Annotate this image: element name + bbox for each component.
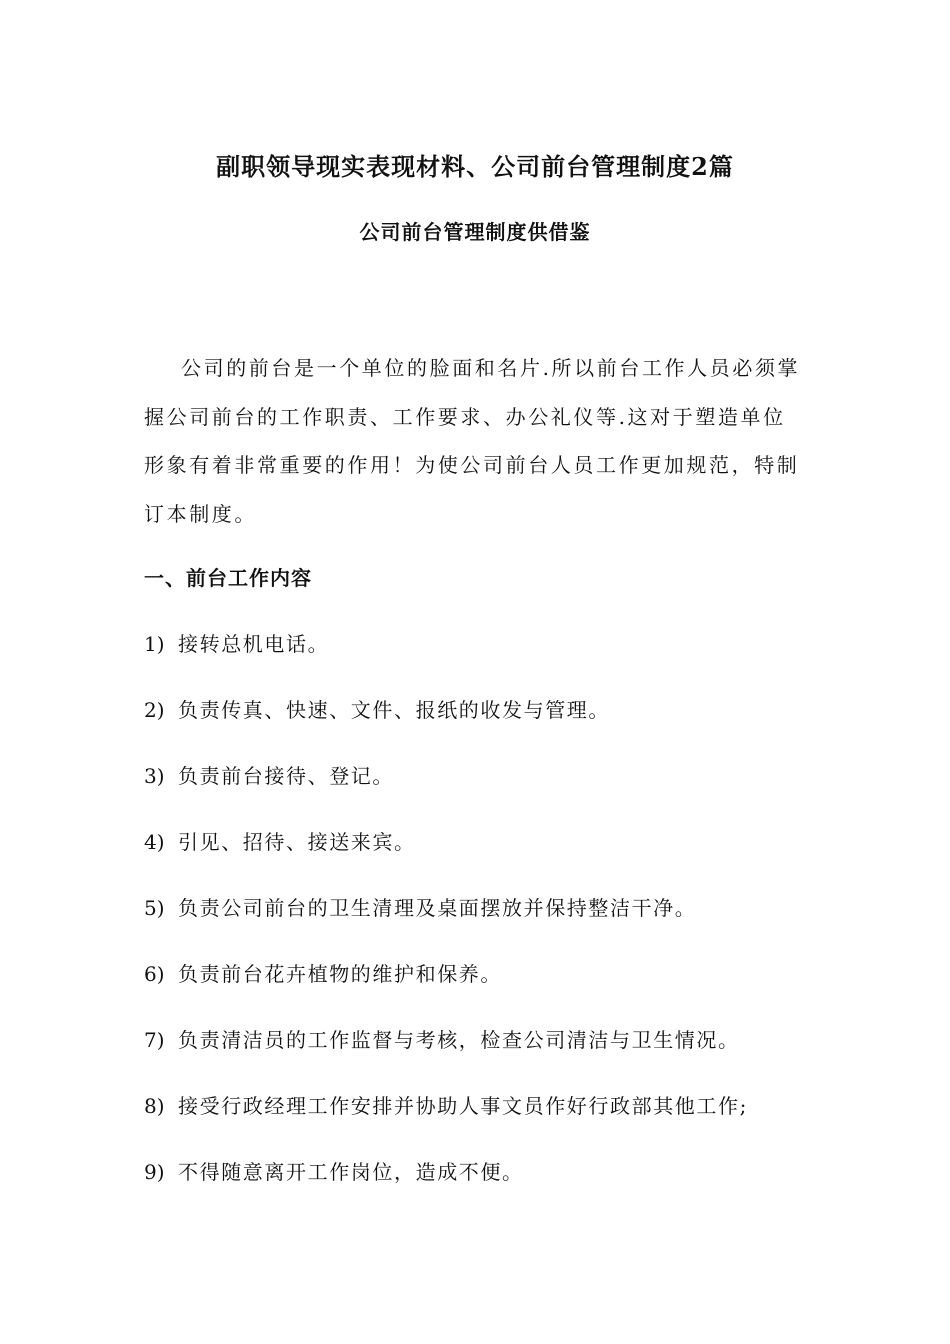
item-number: 2) (144, 698, 165, 722)
item-text: 接转总机电话。 (178, 632, 330, 656)
item-text: 负责前台接待、登记。 (178, 764, 394, 788)
item-text: 负责公司前台的卫生清理及桌面摆放并保持整洁干净。 (178, 896, 697, 920)
item-text: 不得随意离开工作岗位，造成不便。 (178, 1160, 524, 1184)
item-number: 1) (144, 632, 165, 656)
item-text: 负责前台花卉植物的维护和保养。 (178, 962, 502, 986)
item-number: 4) (144, 830, 165, 854)
item-number: 9) (144, 1160, 165, 1184)
list-item (144, 958, 824, 1024)
list-item (144, 628, 824, 694)
list-item (144, 1090, 824, 1156)
item-number: 3) (144, 764, 165, 788)
item-text: 接受行政经理工作安排并协助人事文员作好行政部其他工作; (178, 1094, 748, 1118)
item-text: 负责清洁员的工作监督与考核，检查公司清洁与卫生情况。 (178, 1028, 740, 1052)
list-item (144, 1156, 824, 1222)
duty-list (144, 628, 824, 1222)
item-number: 5) (144, 896, 165, 920)
item-number: 8) (144, 1094, 165, 1118)
intro-paragraph: 公司的前台是一个单位的脸面和名片.所以前台工作人员必须掌握公司前台的工作职责、工作要求、办公礼仪等.这对于塑造单位形象有着非常重要的作用！为使公司前台人员工作更加规范，特制订本制度。 (144, 356, 801, 526)
item-number: 6) (144, 962, 165, 986)
item-number: 7) (144, 1028, 165, 1052)
document-subtitle: 公司前台管理制度供借鉴 (359, 220, 591, 244)
list-item (144, 694, 824, 760)
list-item (144, 826, 824, 892)
item-text: 引见、招待、接送来宾。 (178, 830, 416, 854)
list-item (144, 892, 824, 958)
list-item (144, 1024, 824, 1090)
section-heading: 一、前台工作内容 (144, 566, 312, 590)
list-item (144, 760, 824, 826)
item-text: 负责传真、快速、文件、报纸的收发与管理。 (178, 698, 610, 722)
document-title: 副职领导现实表现材料、公司前台管理制度2篇 (216, 152, 734, 181)
